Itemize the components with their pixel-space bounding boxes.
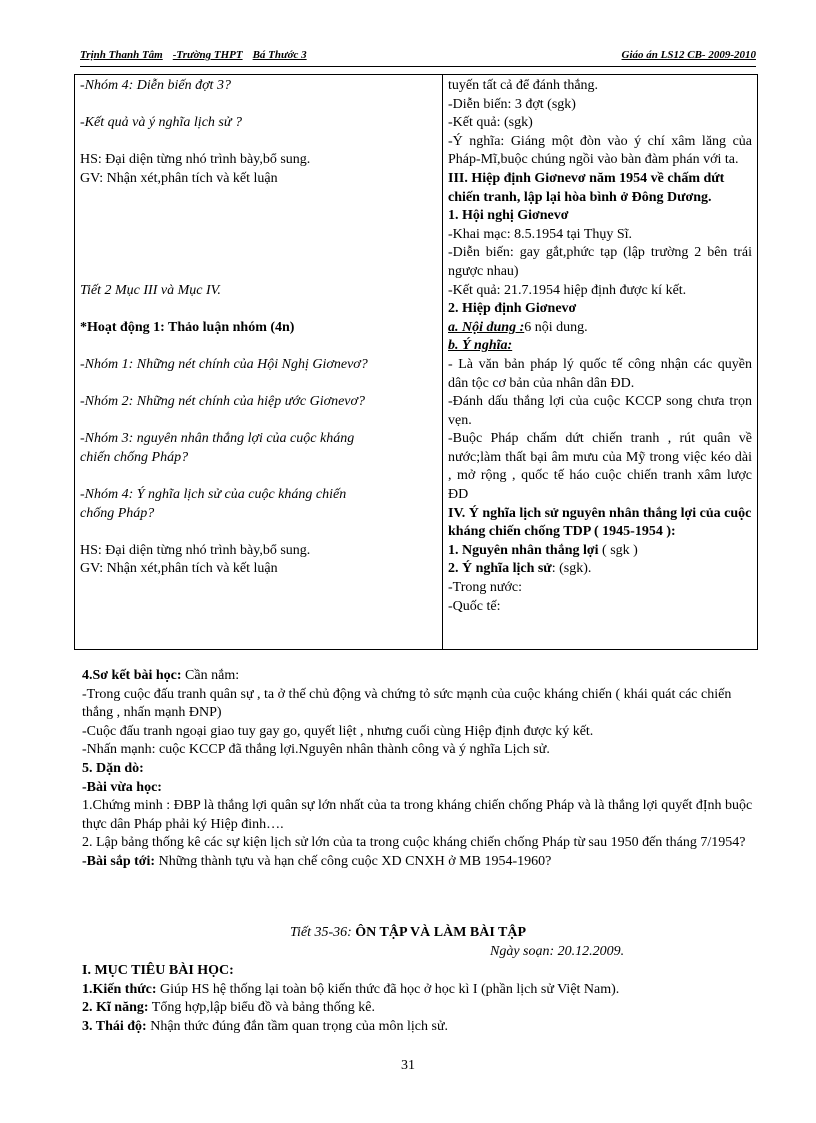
header-rule bbox=[80, 66, 756, 67]
homework-sub: -Bài vừa học: bbox=[82, 779, 162, 795]
result-question: -Kết quả và ý nghĩa lịch sử ? bbox=[80, 115, 242, 131]
objectives-heading: I. MỤC TIÊU BÀI HỌC: bbox=[82, 963, 234, 978]
objective-skills: 2. Kĩ năng: Tổng hợp,lập biểu đồ và bảng thống kê. bbox=[82, 1000, 375, 1016]
content-line: -Khai mạc: 8.5.1954 tại Thụy Sĩ. bbox=[448, 226, 633, 242]
section-iv-heading: IV. Ý nghĩa lịch sử nguyên nhân thắng lợi của cuộc kháng chiến chống TDP ( 1945-1954 ): bbox=[448, 505, 752, 540]
content-line: -Kết quả: (sgk) bbox=[448, 115, 533, 131]
header-district: Bá Thước 3 bbox=[252, 49, 307, 61]
gv-line-1: GV: Nhận xét,phân tích và kết luận bbox=[80, 170, 278, 186]
content-line: -Diễn biến: 3 đợt (sgk) bbox=[448, 96, 576, 112]
objective-knowledge: 1.Kiến thức: Giúp HS hệ thống lại toàn bộ kiến thức đã học ở học kì I (phần lịch sử Việt Nam). bbox=[82, 981, 620, 997]
activity-1-heading: *Hoạt động 1: Thảo luận nhóm (4n) bbox=[80, 319, 295, 335]
header-school: -Trường THPT bbox=[172, 49, 243, 61]
homework-heading: 5. Dặn dò: bbox=[82, 760, 144, 776]
activities-column bbox=[75, 75, 443, 650]
lesson-table bbox=[74, 74, 758, 650]
group1-question: -Nhóm 1: Những nét chính của Hội Nghị Giơnevơ? bbox=[80, 356, 368, 372]
group4b-question-a: -Nhóm 4: Ý nghĩa lịch sử của cuộc kháng chiến bbox=[80, 487, 347, 503]
objective-attitude: 3. Thái độ: Nhận thức đúng đắn tầm quan trọng của môn lịch sử. bbox=[82, 1018, 449, 1034]
content-line: -Buộc Pháp chấm dứt chiến tranh , rút quân về nước;làm thất bại âm mưu của Mỹ trong việc kéo dài , mở rộng , quốc tế háo cuộc chiến tranh xâm lược ĐD bbox=[448, 431, 752, 503]
content-line: -Kết quả: 21.7.1954 hiệp định được kí kết. bbox=[448, 282, 687, 298]
summary-block bbox=[82, 667, 762, 872]
next-lesson: -Bài sắp tới: Những thành tựu và hạn chế công cuộc XD CNXH ở MB 1954-1960? bbox=[82, 853, 552, 869]
group4b-question-b: chống Pháp? bbox=[80, 505, 155, 521]
page-header bbox=[80, 49, 756, 67]
summary-line: -Trong cuộc đấu tranh quân sự , ta ở thế chủ động và chứng tỏ sức mạnh của cuộc kháng chiến ( khái quát các chiến thắng , nhấn mạnh ĐNP) bbox=[82, 686, 732, 721]
objectives-block bbox=[82, 962, 762, 1036]
content-line: a. Nội dung :6 nội dung. bbox=[448, 319, 588, 335]
content-line: -Trong nước: bbox=[448, 580, 522, 596]
subsection-heading: 2. Hiệp định Giơnevơ bbox=[448, 301, 577, 317]
header-author: Trịnh Thanh Tâm bbox=[80, 49, 163, 61]
lesson-date: Ngày soạn: 20.12.2009. bbox=[490, 944, 625, 959]
hs-line-1: HS: Đại diện từng nhó trình bày,bổ sung. bbox=[80, 152, 311, 168]
hs-line-2: HS: Đại diện từng nhó trình bày,bổ sung. bbox=[80, 542, 311, 558]
header-author-school bbox=[80, 49, 307, 61]
homework-line: 2. Lập bảng thống kê các sự kiện lịch sử lớn của ta trong cuộc kháng chiến chống Pháp từ sau 1950 đến tháng 7/1954? bbox=[82, 835, 746, 851]
period-2-heading: Tiết 2 Mục III và Mục IV. bbox=[80, 282, 221, 298]
group4-question: -Nhóm 4: Diễn biến đợt 3? bbox=[80, 78, 231, 93]
homework-line: 1.Chứng minh : ĐBP là thắng lợi quân sự lớn nhất của ta trong kháng chiến chống Pháp và là thắng lợi quyết đỊnh buộc thực dân Pháp phải ký Hiệp đinh…. bbox=[82, 798, 753, 832]
summary-line: -Nhấn mạnh: cuộc KCCP đã thắng lợi.Nguyên nhân thành công và ý nghĩa Lịch sử. bbox=[82, 742, 550, 758]
content-line: -Quốc tế: bbox=[448, 598, 501, 614]
content-line: tuyến tất cả để đánh thắng. bbox=[448, 78, 599, 93]
group2-question: -Nhóm 2: Những nét chính của hiệp ước Giơnevơ? bbox=[80, 394, 365, 410]
content-line: - Là văn bản pháp lý quốc tế công nhận các quyền dân tộc cơ bản của nhân dân ĐD. bbox=[448, 356, 752, 391]
gv-line-2: GV: Nhận xét,phân tích và kết luận bbox=[80, 561, 278, 577]
content-line: -Diễn biến: gay gắt,phức tạp (lập trường 2 bên trái ngược nhau) bbox=[448, 245, 752, 279]
content-line: -Ý nghĩa: Giáng một đòn vào ý chí xâm lăng của Pháp-Mĩ,buộc chúng ngồi vào bàn đàm phán với ta. bbox=[448, 133, 752, 168]
group3-question-a: -Nhóm 3: nguyên nhân thắng lợi của cuộc kháng bbox=[80, 431, 355, 447]
content-column bbox=[443, 75, 758, 650]
content-line: 1. Nguyên nhân thắng lợi ( sgk ) bbox=[448, 542, 638, 558]
summary-heading: 4.Sơ kết bài học: Cần nắm: bbox=[82, 668, 240, 683]
subsection-heading: 1. Hội nghị Giơnevơ bbox=[448, 208, 569, 224]
group3-question-b: chiến chống Pháp? bbox=[80, 449, 189, 465]
section-iii-heading: III. Hiệp định Giơnevơ năm 1954 về chấm dứt chiến tranh, lập lại hòa bình ở Đông Dương. bbox=[448, 170, 725, 205]
content-line: -Đánh dấu thắng lợi của cuộc KCCP song chưa trọn vẹn. bbox=[448, 394, 752, 428]
content-line: 2. Ý nghĩa lịch sử: (sgk). bbox=[448, 561, 592, 577]
header-course: Giáo án LS12 CB- 2009-2010 bbox=[621, 49, 756, 61]
page-number: 31 bbox=[401, 1058, 415, 1073]
lesson-title: Tiết 35-36: ÔN TẬP VÀ LÀM BÀI TẬP bbox=[289, 925, 527, 940]
subsection-heading: b. Ý nghĩa: bbox=[448, 338, 513, 354]
summary-line: -Cuộc đấu tranh ngoại giao tuy gay go, quyết liệt , nhưng cuối cùng Hiệp định được ký kết. bbox=[82, 723, 594, 739]
